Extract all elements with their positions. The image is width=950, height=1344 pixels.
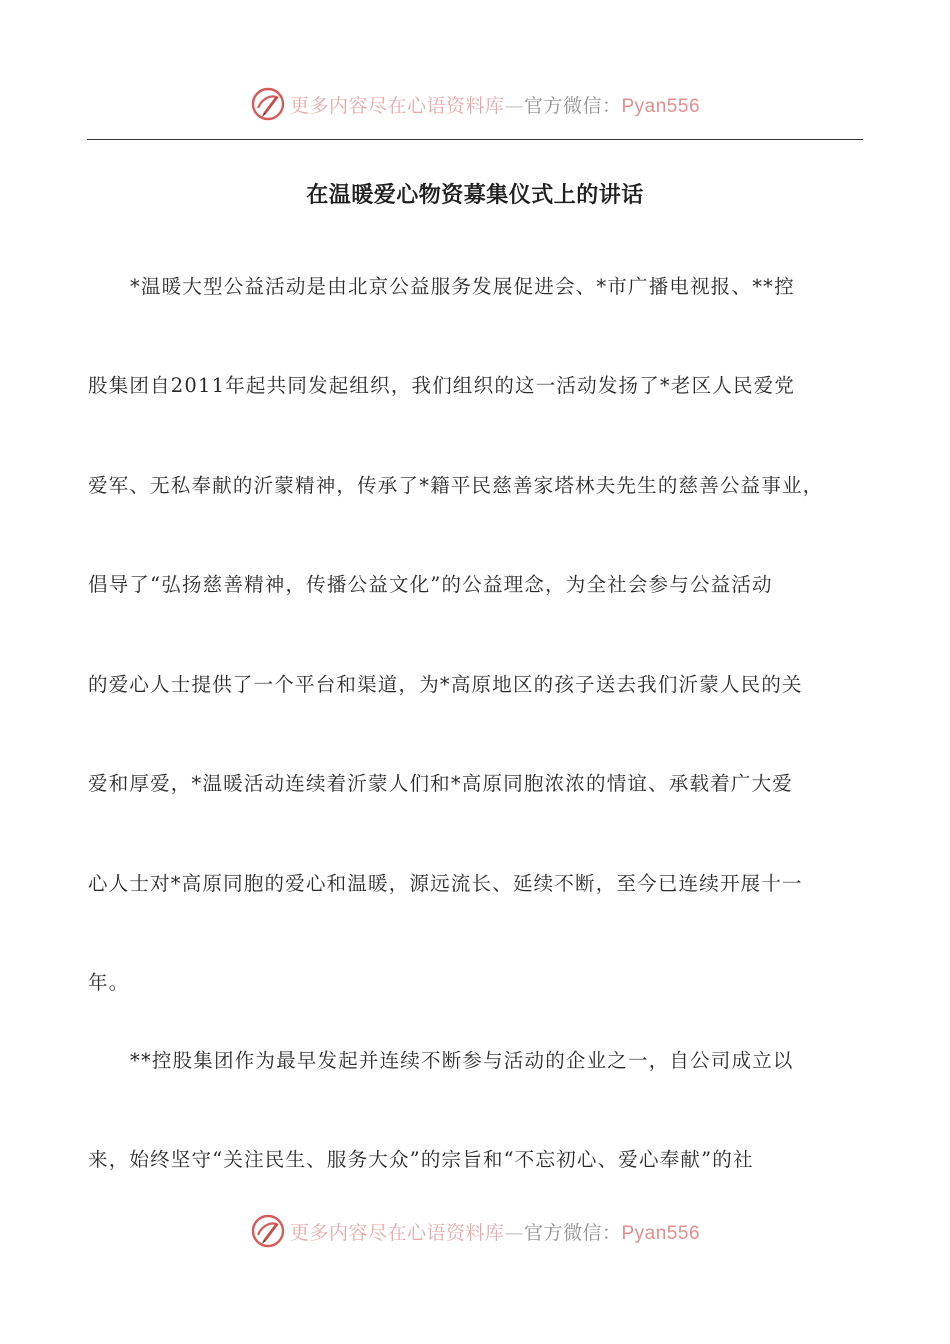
paragraph-line: 爱军、无私奉献的沂蒙精神，传承了*籍平民慈善家塔林夫先生的慈善公益事业， [88,474,824,497]
header-banner [0,84,950,124]
paragraph-line: 的爱心人士提供了一个平台和渠道，为*高原地区的孩子送去我们沂蒙人民的关 [88,673,803,696]
paragraph-line: 心人士对*高原同胞的爱心和温暖，源远流长、延续不断，至今已连续开展十一 [88,872,803,895]
pen-swirl-logo-icon [250,86,286,122]
paragraph-line: 爱和厚爱，*温暖活动连续着沂蒙人们和*高原同胞浓浓的情谊、承载着广大爱 [88,772,794,795]
paragraph-line: **控股集团作为最早发起并连续不断参与活动的企业之一，自公司成立以 [130,1049,794,1072]
banner-text: 更多内容尽在心语资料库—官方微信：Pyan556 [289,94,701,117]
footer-banner [0,1211,950,1251]
paragraph-line: 来，始终坚守“关注民生、服务大众”的宗旨和“不忘初心、爱心奉献”的社 [88,1148,754,1171]
paragraph-line: 股集团自2011年起共同发起组织，我们组织的这一活动发扬了*老区人民爱党 [88,374,796,397]
header-divider [87,139,863,140]
paragraph-line: *温暖大型公益活动是由北京公益服务发展促进会、*市广播电视报、**控 [130,275,795,298]
banner-text: 更多内容尽在心语资料库—官方微信：Pyan556 [289,1221,701,1244]
document-title: 在温暖爱心物资募集仪式上的讲话 [306,183,644,208]
paragraph-line: 倡导了“弘扬慈善精神，传播公益文化”的公益理念，为全社会参与公益活动 [88,573,773,596]
paragraph-line: 年。 [88,971,130,994]
pen-swirl-logo-icon [250,1213,286,1249]
